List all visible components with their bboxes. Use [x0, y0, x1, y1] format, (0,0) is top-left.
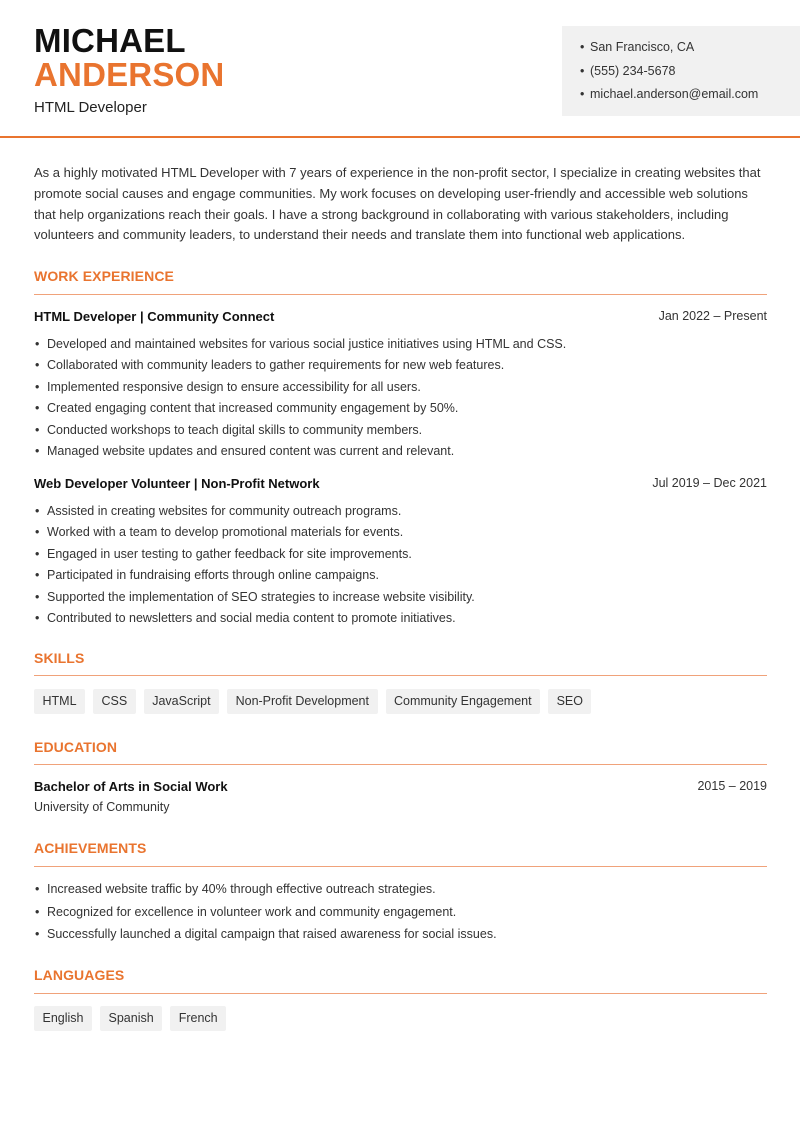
language-tag: Spanish	[100, 1006, 162, 1031]
section-title-languages: LANGUAGES	[34, 967, 125, 983]
list-item: • Assisted in creating websites for community outreach programs.	[34, 503, 767, 524]
job-header	[34, 309, 767, 327]
list-item: • Engaged in user testing to gather feedback for site improvements.	[34, 546, 767, 567]
section-divider	[34, 294, 767, 295]
skill-tag: HTML	[34, 689, 85, 714]
job-header	[34, 476, 767, 494]
job-title: HTML Developer	[34, 99, 147, 116]
contact-email: • michael.anderson@email.com	[580, 86, 800, 110]
section-divider	[34, 675, 767, 676]
list-item: • Increased website traffic by 40% through effective outreach strategies.	[34, 881, 767, 904]
contact-location: • San Francisco, CA	[580, 39, 800, 63]
contact-list	[580, 39, 800, 110]
section-divider	[34, 764, 767, 765]
job-dates: Jul 2019 – Dec 2021	[652, 476, 767, 490]
list-item: • Implemented responsive design to ensure accessibility for all users.	[34, 379, 767, 400]
list-item: • Participated in fundraising efforts through online campaigns.	[34, 567, 767, 588]
job-dates: Jan 2022 – Present	[658, 309, 767, 323]
job-bullets	[34, 336, 767, 464]
section-title-skills: SKILLS	[34, 650, 85, 666]
language-tag: French	[170, 1006, 226, 1031]
skill-tag: SEO	[548, 689, 591, 714]
skill-tag: Community Engagement	[386, 689, 541, 714]
education-school: University of Community	[34, 800, 170, 814]
skill-tag: JavaScript	[144, 689, 219, 714]
professional-summary: As a highly motivated HTML Developer with 7 years of experience in the non-profit sector, I specialize in creating websites that promote social causes and engage communities. My work focuses on developing user-friendly and accessible web solutions that help organizations reach their goals. I have a strong background in collaborating with various stakeholders, including volunteers and community leaders, to understand their needs and translate them into functional web applications.	[34, 165, 761, 243]
contact-phone: • (555) 234-5678	[580, 63, 800, 87]
list-item: • Collaborated with community leaders to gather requirements for new web features.	[34, 357, 767, 378]
skill-tag: CSS	[93, 689, 136, 714]
last-name: ANDERSON	[34, 56, 225, 93]
section-divider	[34, 993, 767, 994]
resume-header	[0, 0, 800, 138]
education-degree: Bachelor of Arts in Social Work	[34, 779, 228, 794]
contact-box	[562, 26, 800, 116]
section-title-education: EDUCATION	[34, 739, 118, 755]
list-item: • Created engaging content that increased community engagement by 50%.	[34, 400, 767, 421]
language-tag: English	[34, 1006, 92, 1031]
section-title-work-experience: WORK EXPERIENCE	[34, 268, 174, 284]
skills-tags	[34, 689, 591, 714]
list-item: • Managed website updates and ensured content was current and relevant.	[34, 443, 767, 464]
list-item: • Worked with a team to develop promotional materials for events.	[34, 524, 767, 545]
section-divider	[34, 866, 767, 867]
section-title-achievements: ACHIEVEMENTS	[34, 840, 147, 856]
first-name: MICHAEL	[34, 22, 186, 59]
language-tags	[34, 1006, 226, 1031]
education-dates: 2015 – 2019	[697, 779, 767, 793]
list-item: • Recognized for excellence in volunteer work and community engagement.	[34, 904, 767, 927]
list-item: • Developed and maintained websites for various social justice initiatives using HTML and CSS.	[34, 336, 767, 357]
list-item: • Contributed to newsletters and social media content to promote initiatives.	[34, 610, 767, 631]
list-item: • Successfully launched a digital campaign that raised awareness for social issues.	[34, 926, 767, 949]
job-role: Web Developer Volunteer | Non-Profit Network	[34, 476, 320, 491]
job-role: HTML Developer | Community Connect	[34, 309, 275, 324]
list-item: • Supported the implementation of SEO strategies to increase website visibility.	[34, 589, 767, 610]
achievements-list	[34, 881, 767, 949]
list-item: • Conducted workshops to teach digital skills to community members.	[34, 422, 767, 443]
skill-tag: Non-Profit Development	[227, 689, 377, 714]
job-bullets	[34, 503, 767, 631]
